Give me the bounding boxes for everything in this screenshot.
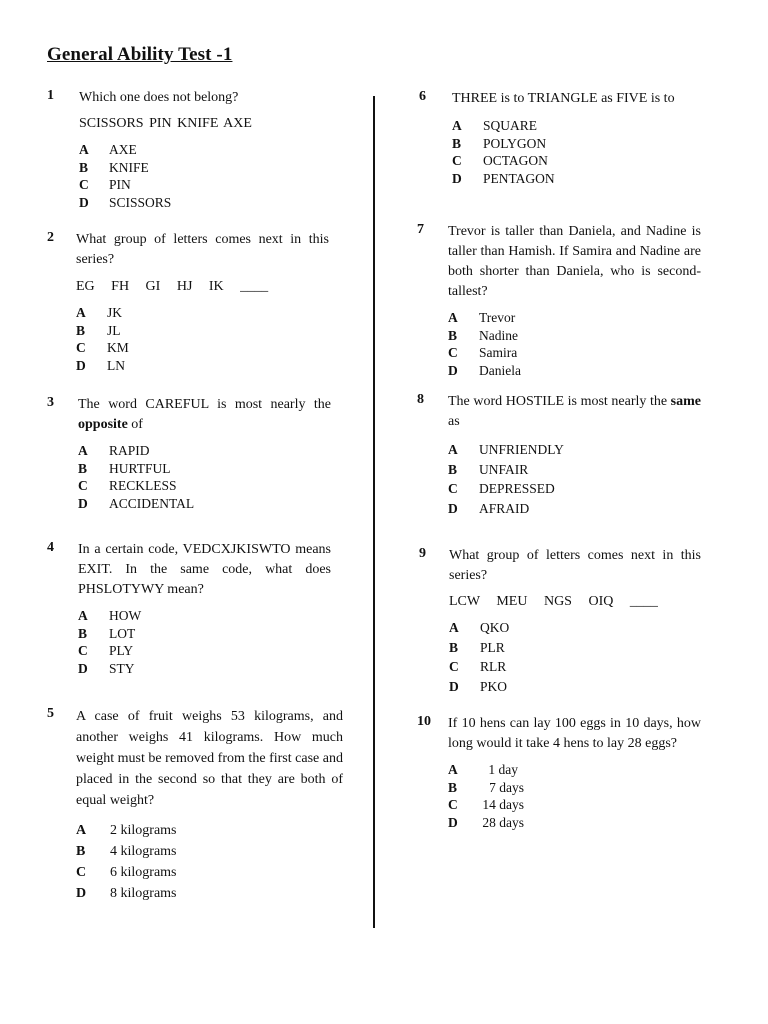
question-3: [47, 395, 331, 512]
option-text: ACCIDENTAL: [109, 495, 195, 511]
question-text-emphasis: same: [670, 394, 701, 409]
option-text: Nadine: [479, 327, 518, 343]
question-number: 5: [47, 706, 54, 721]
option-text: 4 kilograms: [110, 844, 177, 859]
option-b[interactable]: [76, 841, 343, 862]
option-letter: A: [449, 620, 459, 635]
option-text: Daniela: [479, 362, 521, 378]
option-c[interactable]: [448, 344, 701, 362]
option-text: 14 days: [482, 797, 524, 812]
option-letter: A: [78, 608, 88, 623]
option-a[interactable]: [79, 141, 337, 159]
option-text: PENTAGON: [483, 170, 555, 186]
option-list: [452, 117, 709, 187]
question-number: 4: [47, 540, 54, 555]
option-letter: B: [448, 461, 458, 477]
option-letter: C: [452, 153, 462, 168]
option-c[interactable]: [78, 642, 331, 660]
option-a[interactable]: [452, 117, 709, 135]
option-d[interactable]: [448, 499, 701, 519]
option-text: QKO: [480, 620, 510, 635]
option-letter: D: [452, 170, 462, 186]
option-text: AFRAID: [479, 500, 530, 516]
question-10: [417, 714, 701, 831]
option-letter: B: [449, 639, 459, 655]
question-text: A case of fruit weighs 53 kilograms, and another weighs 41 kilograms. How much weight must be removed from the first case and placed in the second so that they are both of equal weight?: [76, 709, 343, 808]
option-letter: C: [79, 177, 89, 192]
option-list: [78, 607, 331, 677]
question-text-end: of: [127, 417, 143, 432]
option-b[interactable]: [448, 327, 701, 345]
option-text: RAPID: [109, 443, 150, 458]
option-text: AXE: [109, 142, 137, 157]
option-letter: C: [448, 797, 458, 812]
option-b[interactable]: [452, 135, 709, 153]
question-number: 9: [419, 546, 426, 561]
question-number: 3: [47, 395, 54, 410]
option-list: [79, 141, 337, 211]
option-text: UNFRIENDLY: [479, 442, 564, 457]
option-letter: D: [76, 886, 87, 901]
question-number: 2: [47, 230, 54, 245]
question-number: 1: [47, 88, 54, 103]
question-9: [419, 546, 701, 696]
option-letter: D: [78, 660, 88, 676]
option-letter: C: [448, 481, 458, 496]
question-text-start: The word HOSTILE is most nearly the: [448, 394, 668, 409]
page-title: General Ability Test -1: [47, 44, 233, 65]
option-letter: B: [452, 135, 462, 151]
question-text: THREE is to TRIANGLE as FIVE is to: [452, 91, 675, 106]
option-d[interactable]: [452, 170, 709, 188]
option-text: 1 day: [488, 762, 518, 777]
option-letter: A: [79, 142, 89, 157]
option-letter: A: [76, 823, 87, 838]
option-c[interactable]: [448, 796, 701, 814]
option-a[interactable]: [78, 442, 331, 460]
question-text: Which one does not belong?: [79, 90, 239, 105]
option-text: RECKLESS: [109, 478, 177, 493]
option-text: HOW: [109, 608, 142, 623]
question-text: What group of letters comes next in this series?: [76, 232, 329, 267]
option-text: SQUARE: [483, 118, 538, 133]
option-c[interactable]: [452, 152, 709, 170]
option-a[interactable]: [448, 440, 701, 460]
option-b[interactable]: [448, 460, 701, 480]
option-text: UNFAIR: [479, 461, 529, 477]
option-letter: A: [78, 443, 88, 458]
question-7: [417, 222, 701, 379]
question-text-end: as: [448, 414, 460, 429]
question-text: Trevor is taller than Daniela, and Nadine is taller than Hamish. If Samira and Nadine are both shorter than Daniela, who is second-tallest?: [448, 224, 701, 299]
option-text: PIN: [109, 177, 131, 192]
option-letter: A: [448, 310, 458, 325]
option-letter: D: [76, 357, 86, 373]
option-letter: B: [448, 327, 458, 343]
option-c[interactable]: [76, 339, 329, 357]
question-5: [47, 706, 343, 904]
option-text: POLYGON: [483, 135, 547, 151]
option-text: Trevor: [479, 310, 516, 325]
option-d[interactable]: [79, 194, 337, 212]
option-a[interactable]: [76, 304, 329, 322]
option-letter: B: [76, 322, 86, 338]
option-letter: D: [78, 495, 88, 511]
option-b[interactable]: [76, 322, 329, 340]
option-text: KNIFE: [109, 159, 149, 175]
option-text: 7 days: [489, 779, 524, 795]
option-text: DEPRESSED: [479, 481, 555, 496]
option-c[interactable]: [79, 176, 337, 194]
question-text: [78, 395, 331, 435]
question-series: EG FH GI HJ IK ____: [76, 279, 269, 294]
option-text: LN: [107, 357, 125, 373]
question-text: What group of letters comes next in this series?: [449, 548, 701, 583]
option-letter: D: [448, 500, 458, 516]
option-text: PLR: [480, 639, 505, 655]
option-letter: A: [448, 762, 458, 777]
option-text: JK: [107, 305, 123, 320]
option-list: [448, 440, 701, 518]
option-b[interactable]: [78, 460, 331, 478]
option-d[interactable]: [78, 495, 331, 513]
question-text-start: The word CAREFUL is most nearly the: [78, 397, 331, 412]
option-list: [76, 820, 343, 904]
option-b[interactable]: [449, 638, 701, 658]
option-letter: B: [78, 625, 88, 641]
option-c[interactable]: [76, 862, 343, 883]
option-letter: B: [79, 159, 89, 175]
question-number: 10: [417, 714, 431, 729]
option-letter: C: [76, 865, 87, 880]
option-c[interactable]: [449, 657, 701, 677]
option-letter: B: [76, 844, 86, 859]
question-series: SCISSORS PIN KNIFE AXE: [79, 116, 252, 131]
option-c[interactable]: [78, 477, 331, 495]
option-letter: B: [448, 779, 458, 795]
question-6: [419, 89, 709, 187]
option-list: [76, 304, 329, 374]
option-letter: C: [76, 340, 86, 355]
option-letter: C: [449, 659, 459, 674]
option-letter: A: [452, 118, 462, 133]
question-number: 7: [417, 222, 424, 237]
option-text: STY: [109, 660, 135, 676]
option-b[interactable]: [78, 625, 331, 643]
option-d[interactable]: [78, 660, 331, 678]
option-text: OCTAGON: [483, 153, 548, 168]
option-letter: B: [78, 460, 88, 476]
option-text: PLY: [109, 643, 134, 658]
option-text: RLR: [480, 659, 507, 674]
option-letter: C: [448, 345, 458, 360]
question-number: 6: [419, 89, 426, 104]
question-8: [417, 392, 701, 518]
option-a[interactable]: [76, 820, 343, 841]
option-list: [449, 618, 701, 696]
option-text: 2 kilograms: [110, 823, 177, 838]
option-text: LOT: [109, 625, 136, 641]
question-2: [47, 230, 329, 374]
option-a[interactable]: [449, 618, 701, 638]
option-letter: A: [448, 442, 458, 457]
option-c[interactable]: [448, 479, 701, 499]
option-letter: D: [449, 678, 459, 694]
question-text: [448, 392, 701, 432]
option-text: SCISSORS: [109, 194, 172, 210]
option-a[interactable]: [78, 607, 331, 625]
option-d[interactable]: [448, 814, 701, 832]
option-list: [448, 309, 701, 379]
option-text: 6 kilograms: [110, 865, 177, 880]
option-list: [448, 761, 701, 831]
option-text: HURTFUL: [109, 460, 171, 476]
option-letter: D: [448, 814, 458, 830]
question-number: 8: [417, 392, 424, 407]
option-d[interactable]: [448, 362, 701, 380]
option-list: [78, 442, 331, 512]
option-text: JL: [107, 322, 121, 338]
option-b[interactable]: [79, 159, 337, 177]
option-a[interactable]: [448, 761, 701, 779]
question-4: [47, 540, 331, 677]
option-d[interactable]: [76, 883, 343, 904]
option-letter: D: [448, 362, 458, 378]
option-d[interactable]: [76, 357, 329, 375]
question-text: In a certain code, VEDCXJKISWTO means EXIT. In the same code, what does PHSLOTYWY mean?: [78, 542, 331, 597]
option-text: PKO: [480, 678, 508, 694]
column-divider: [373, 96, 375, 928]
option-text: 28 days: [482, 814, 524, 830]
option-text: KM: [107, 340, 129, 355]
question-text: If 10 hens can lay 100 eggs in 10 days, how long would it take 4 hens to lay 28 eggs?: [448, 716, 701, 751]
question-text-emphasis: opposite: [78, 417, 128, 432]
option-letter: D: [79, 194, 89, 210]
question-1: [47, 88, 337, 211]
option-letter: A: [76, 305, 86, 320]
option-text: Samira: [479, 345, 518, 360]
option-letter: C: [78, 478, 88, 493]
option-a[interactable]: [448, 309, 701, 327]
option-d[interactable]: [449, 677, 701, 697]
option-letter: C: [78, 643, 88, 658]
option-text: 8 kilograms: [110, 886, 177, 901]
question-series: LCW MEU NGS OIQ ____: [449, 594, 658, 609]
option-b[interactable]: [448, 779, 701, 797]
